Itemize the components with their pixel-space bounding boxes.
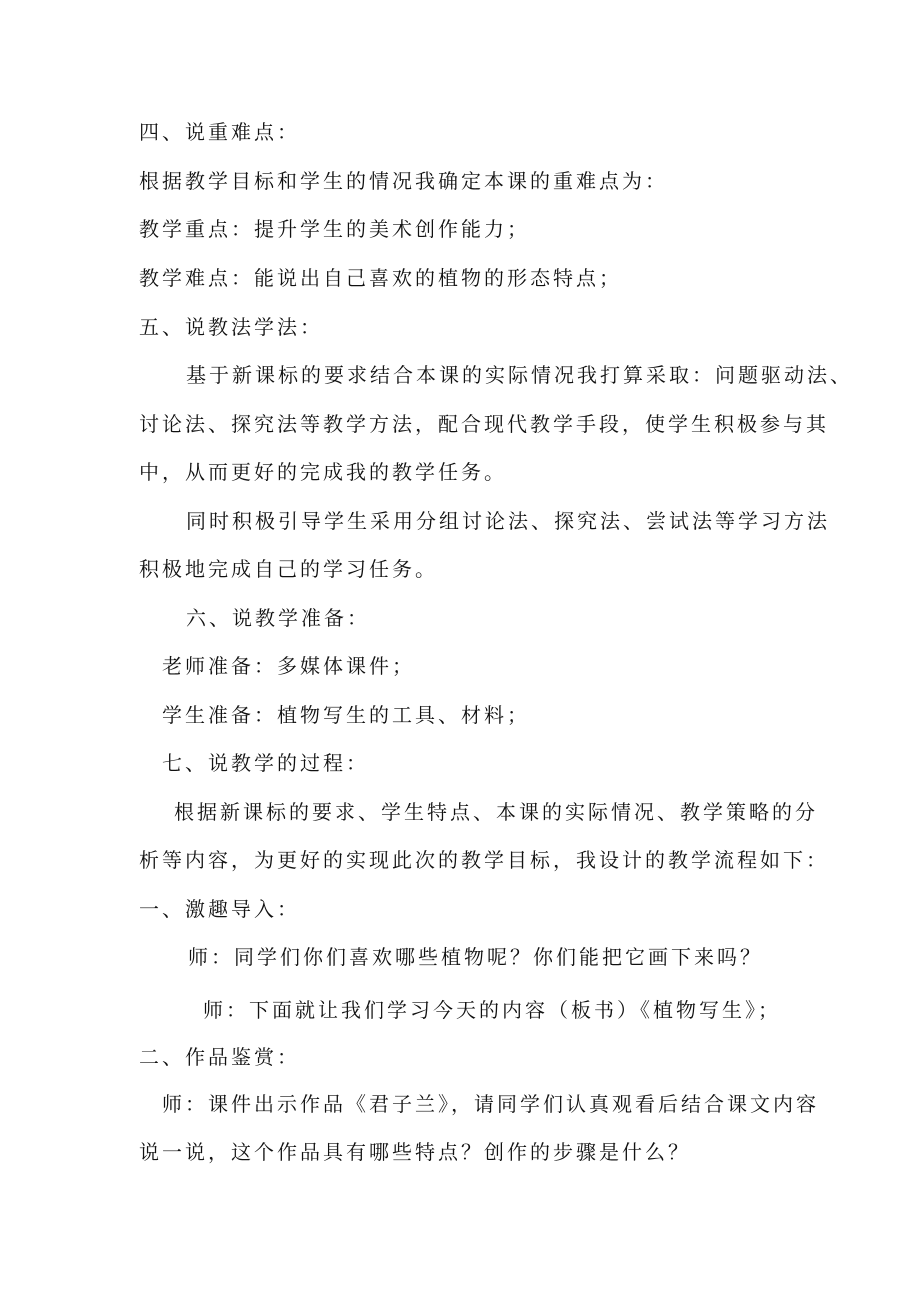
heading-appreciation: 二、作品鉴赏： xyxy=(139,1045,300,1069)
paragraph-process-line-2: 析等内容，为更好的实现此次的教学目标，我设计的教学流程如下： xyxy=(139,848,829,872)
heading-key-points: 四、说重难点： xyxy=(139,120,300,144)
heading-introduction: 一、激趣导入： xyxy=(139,897,300,921)
paragraph-guidance-line-1: 同时积极引导学生采用分组讨论法、探究法、尝试法等学习方法 xyxy=(186,509,830,533)
paragraph-appreciation-line-2: 说一说，这个作品具有哪些特点？创作的步骤是什么？ xyxy=(139,1140,691,1164)
paragraph-appreciation-line-1: 师：课件出示作品《君子兰》，请同学们认真观看后结合课文内容 xyxy=(162,1092,819,1116)
paragraph-methods-line-2: 讨论法、探究法等教学方法，配合现代教学手段，使学生积极参与其 xyxy=(139,412,829,436)
teacher-question-line: 师：同学们你们喜欢哪些植物呢？你们能把它画下来吗？ xyxy=(188,945,763,969)
teaching-focus-line: 教学重点：提升学生的美术创作能力； xyxy=(139,217,530,241)
heading-process: 七、说教学的过程： xyxy=(162,751,369,775)
paragraph-guidance-line-2: 积极地完成自己的学习任务。 xyxy=(139,557,438,581)
paragraph-methods-line-1: 基于新课标的要求结合本课的实际情况我打算采取：问题驱动法、 xyxy=(186,363,853,387)
teaching-difficulty-line: 教学难点：能说出自己喜欢的植物的形态特点； xyxy=(139,266,622,290)
teacher-topic-line: 师：下面就让我们学习今天的内容（板书）《植物写生》； xyxy=(203,998,781,1022)
paragraph-key-points-intro: 根据教学目标和学生的情况我确定本课的重难点为： xyxy=(139,169,668,193)
heading-preparation: 六、说教学准备： xyxy=(186,606,370,630)
student-preparation-line: 学生准备：植物写生的工具、材料； xyxy=(162,703,530,727)
paragraph-methods-line-3: 中，从而更好的完成我的教学任务。 xyxy=(139,460,507,484)
paragraph-process-line-1: 根据新课标的要求、学生特点、本课的实际情况、教学策略的分 xyxy=(174,800,818,824)
heading-methods: 五、说教法学法： xyxy=(139,315,323,339)
teacher-preparation-line: 老师准备：多媒体课件； xyxy=(162,654,415,678)
